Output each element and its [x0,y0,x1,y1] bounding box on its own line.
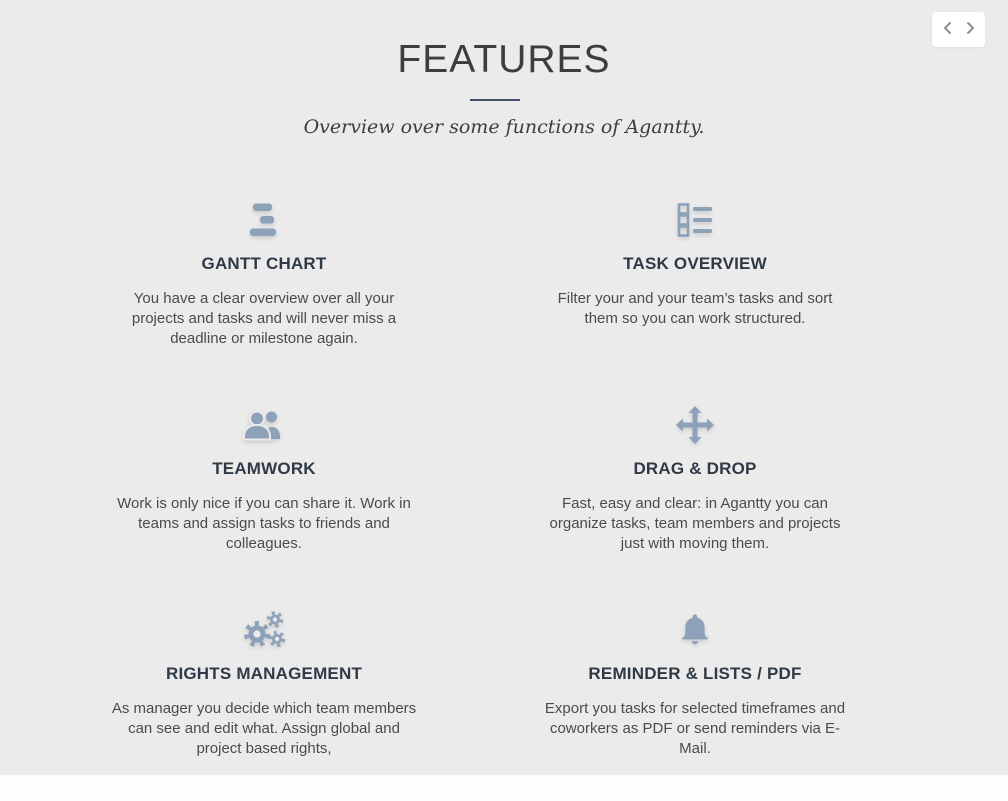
page-subtitle: Overview over some functions of Agantty. [303,116,705,138]
feature-drag-drop [525,405,865,554]
chevron-left-icon [941,20,955,39]
bell-icon [525,610,865,650]
feature-description: Fast, easy and clear: in Agantty you can organize tasks, team members and projects just with moving them. [549,495,841,552]
task-list-icon [525,200,865,240]
feature-reminder-lists-pdf [525,610,865,759]
feature-description: Export you tasks for selected timeframes and coworkers as PDF or send reminders via E-Mail. [544,700,846,757]
feature-description: You have a clear overview over all your projects and tasks and will never miss a deadline or milestone again. [131,290,397,347]
feature-description: As manager you decide which team members can see and edit what. Assign global and project based rights, [111,700,417,757]
page-title: FEATURES [397,38,611,81]
feature-title: TASK OVERVIEW [623,254,767,273]
feature-title: RIGHTS MANAGEMENT [165,664,363,683]
users-icon [94,405,434,445]
feature-task-overview [525,200,865,329]
feature-rights-management [94,610,434,759]
feature-title: DRAG & DROP [633,459,757,478]
next-section-edge [0,775,1008,801]
feature-description: Filter your and your team’s tasks and sort them so you can work structured. [557,290,833,327]
feature-title: REMINDER & LISTS / PDF [588,664,802,683]
feature-teamwork [94,405,434,554]
feature-gantt-chart [94,200,434,349]
feature-title: TEAMWORK [212,459,316,478]
title-divider [470,99,520,101]
move-arrows-icon [525,405,865,445]
feature-title: GANTT CHART [201,254,327,273]
gears-icon [94,610,434,650]
chevron-right-icon [963,20,977,39]
feature-description: Work is only nice if you can share it. Work in teams and assign tasks to friends and colleagues. [117,495,411,552]
gantt-chart-icon [94,200,434,240]
